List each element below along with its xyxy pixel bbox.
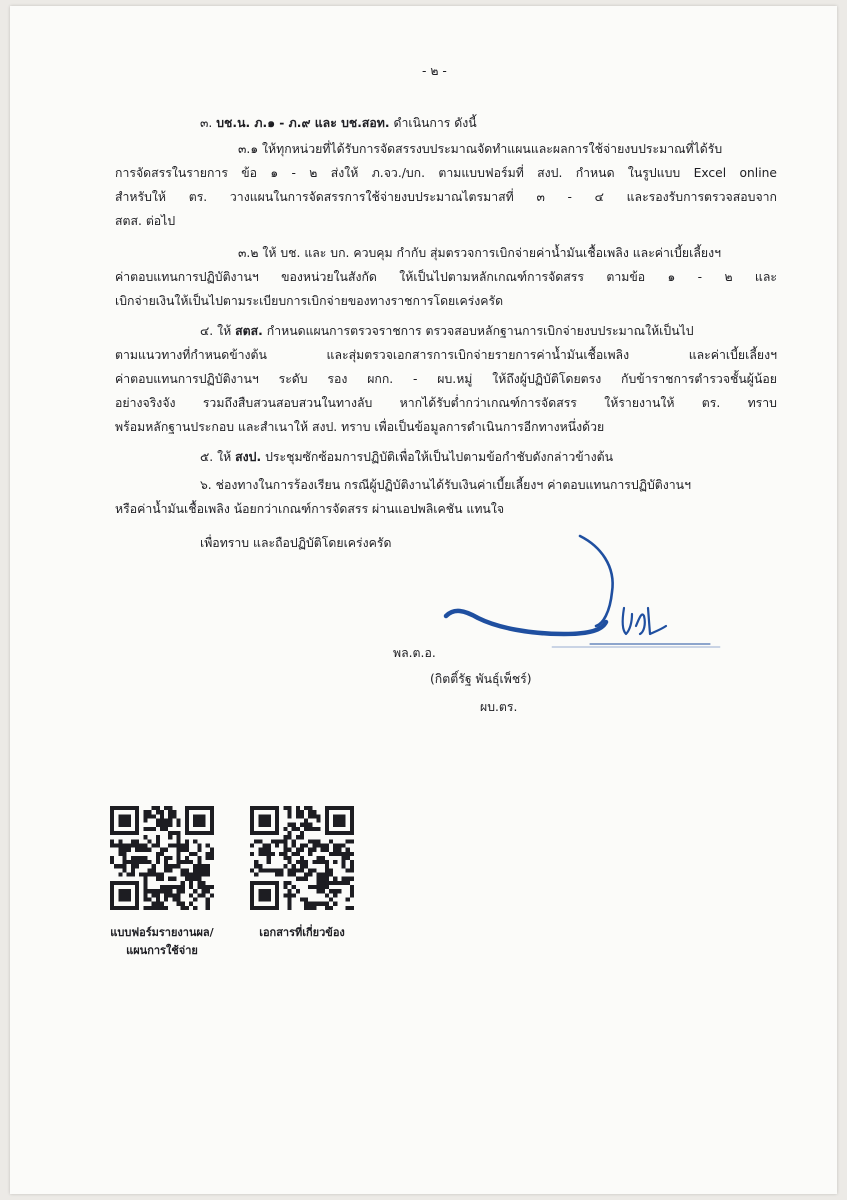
item-3-1-line-2: การจัดสรรในรายการ ข้อ ๑ - ๒ ส่งให้ ภ.จว./บก. ตามแบบฟอร์มที่ สงป. กำหนด ในรูปแบบ Excel online [115,166,777,180]
item-4-line-2: ตามแนวทางที่กำหนดข้างต้น และสุ่มตรวจเอกสารการเบิกจ่ายรายการค่าน้ำมันเชื้อเพลิง และค่าเบี้ยเลี้ยงฯ [115,348,777,362]
item-3-2-line-3: เบิกจ่ายเงินให้เป็นไปตามระเบียบการเบิกจ่ายของทางราชการโดยเคร่งครัด [115,294,504,308]
item-3-1-line-1: ๓.๑ ให้ทุกหน่วยที่ได้รับการจัดสรรงบประมาณจัดทำแผนและผลการใช้จ่ายงบประมาณที่ได้รับ [238,142,723,156]
item-3-2-line-1: ๓.๒ ให้ บช. และ บก. ควบคุม กำกับ สุ่มตรวจการเบิกจ่ายค่าน้ำมันเชื้อเพลิง และค่าเบี้ยเลี้ยงฯ [238,246,721,260]
item-3-heading [200,114,477,132]
item-4-line-4: อย่างจริงจัง รวมถึงสืบสวนสอบสวนในทางลับ หากได้รับต่ำกว่าเกณฑ์การจัดสรร ให้รายงานให้ ตร. ทราบ [115,396,777,410]
page-number: - ๒ - [422,64,447,78]
item-3-heading-rest: ดำเนินการ ดังนี้ [393,116,477,130]
signer-rank: พล.ต.อ. [393,646,436,660]
qr-code-report-form[interactable] [110,806,214,910]
item-6-line-1: ๖. ช่องทางในการร้องเรียน กรณีผู้ปฏิบัติงานได้รับเงินค่าเบี้ยเลี้ยงฯ ค่าตอบแทนการปฏิบัติงานฯ [200,478,691,492]
item-5-number: ๕. ให้ [200,450,232,464]
closing-line: เพื่อทราบ และถือปฏิบัติโดยเคร่งครัด [200,536,392,550]
item-5-rest: ประชุมซักซ้อมการปฏิบัติเพื่อให้เป็นไปตามข้อกำชับดังกล่าวข้างต้น [265,450,613,464]
item-6-line-2: หรือค่าน้ำมันเชื้อเพลิง น้อยกว่าเกณฑ์การจัดสรร ผ่านแอปพลิเคชัน แทนใจ [115,502,505,516]
item-3-number: ๓. [200,116,213,130]
item-3-units: บช.น. ภ.๑ - ภ.๙ และ บช.สอท. [216,116,390,130]
qr-caption-report-form-line-1: แบบฟอร์มรายงานผล/ [110,926,214,939]
item-5-unit: สงป. [235,450,262,464]
item-4-line-1 [200,322,694,340]
qr-caption-report-form [90,924,234,960]
item-4-line-3: ค่าตอบแทนการปฏิบัติงานฯ ระดับ รอง ผกก. - ผบ.หมู่ ให้ถึงผู้ปฏิบัติโดยตรง กับข้าราชการตำรวจชั้นผู้น้อย [115,372,777,386]
document-page [10,6,837,1194]
item-4-line-5: พร้อมหลักฐานประกอบ และสำเนาให้ สงป. ทราบ เพื่อเป็นข้อมูลการดำเนินการอีกทางหนึ่งด้วย [115,420,605,434]
handwritten-signature [440,534,730,664]
item-4-number: ๔. ให้ [200,324,232,338]
item-5 [200,448,613,466]
qr-caption-related-documents [230,924,374,942]
item-3-2-line-2: ค่าตอบแทนการปฏิบัติงานฯ ของหน่วยในสังกัด ให้เป็นไปตามหลักเกณฑ์การจัดสรร ตามข้อ ๑ - ๒ และ [115,270,777,284]
qr-code-related-documents[interactable] [250,806,354,910]
qr-caption-related-documents-line-1: เอกสารที่เกี่ยวข้อง [259,926,345,939]
item-4-line-1-rest: กำหนดแผนการตรวจราชการ ตรวจสอบหลักฐานการเบิกจ่ายงบประมาณให้เป็นไป [266,324,694,338]
item-3-1-line-4: สตส. ต่อไป [115,214,176,228]
signer-name: (กิตติ์รัฐ พันธุ์เพ็ชร์) [430,672,532,686]
qr-caption-report-form-line-2: แผนการใช้จ่าย [126,944,198,957]
item-3-1-line-3: สำหรับให้ ตร. วางแผนในการจัดสรรการใช้จ่ายงบประมาณไตรมาสที่ ๓ - ๔ และรองรับการตรวจสอบจาก [115,190,777,204]
signer-position: ผบ.ตร. [480,700,518,714]
item-4-unit: สตส. [235,324,263,338]
